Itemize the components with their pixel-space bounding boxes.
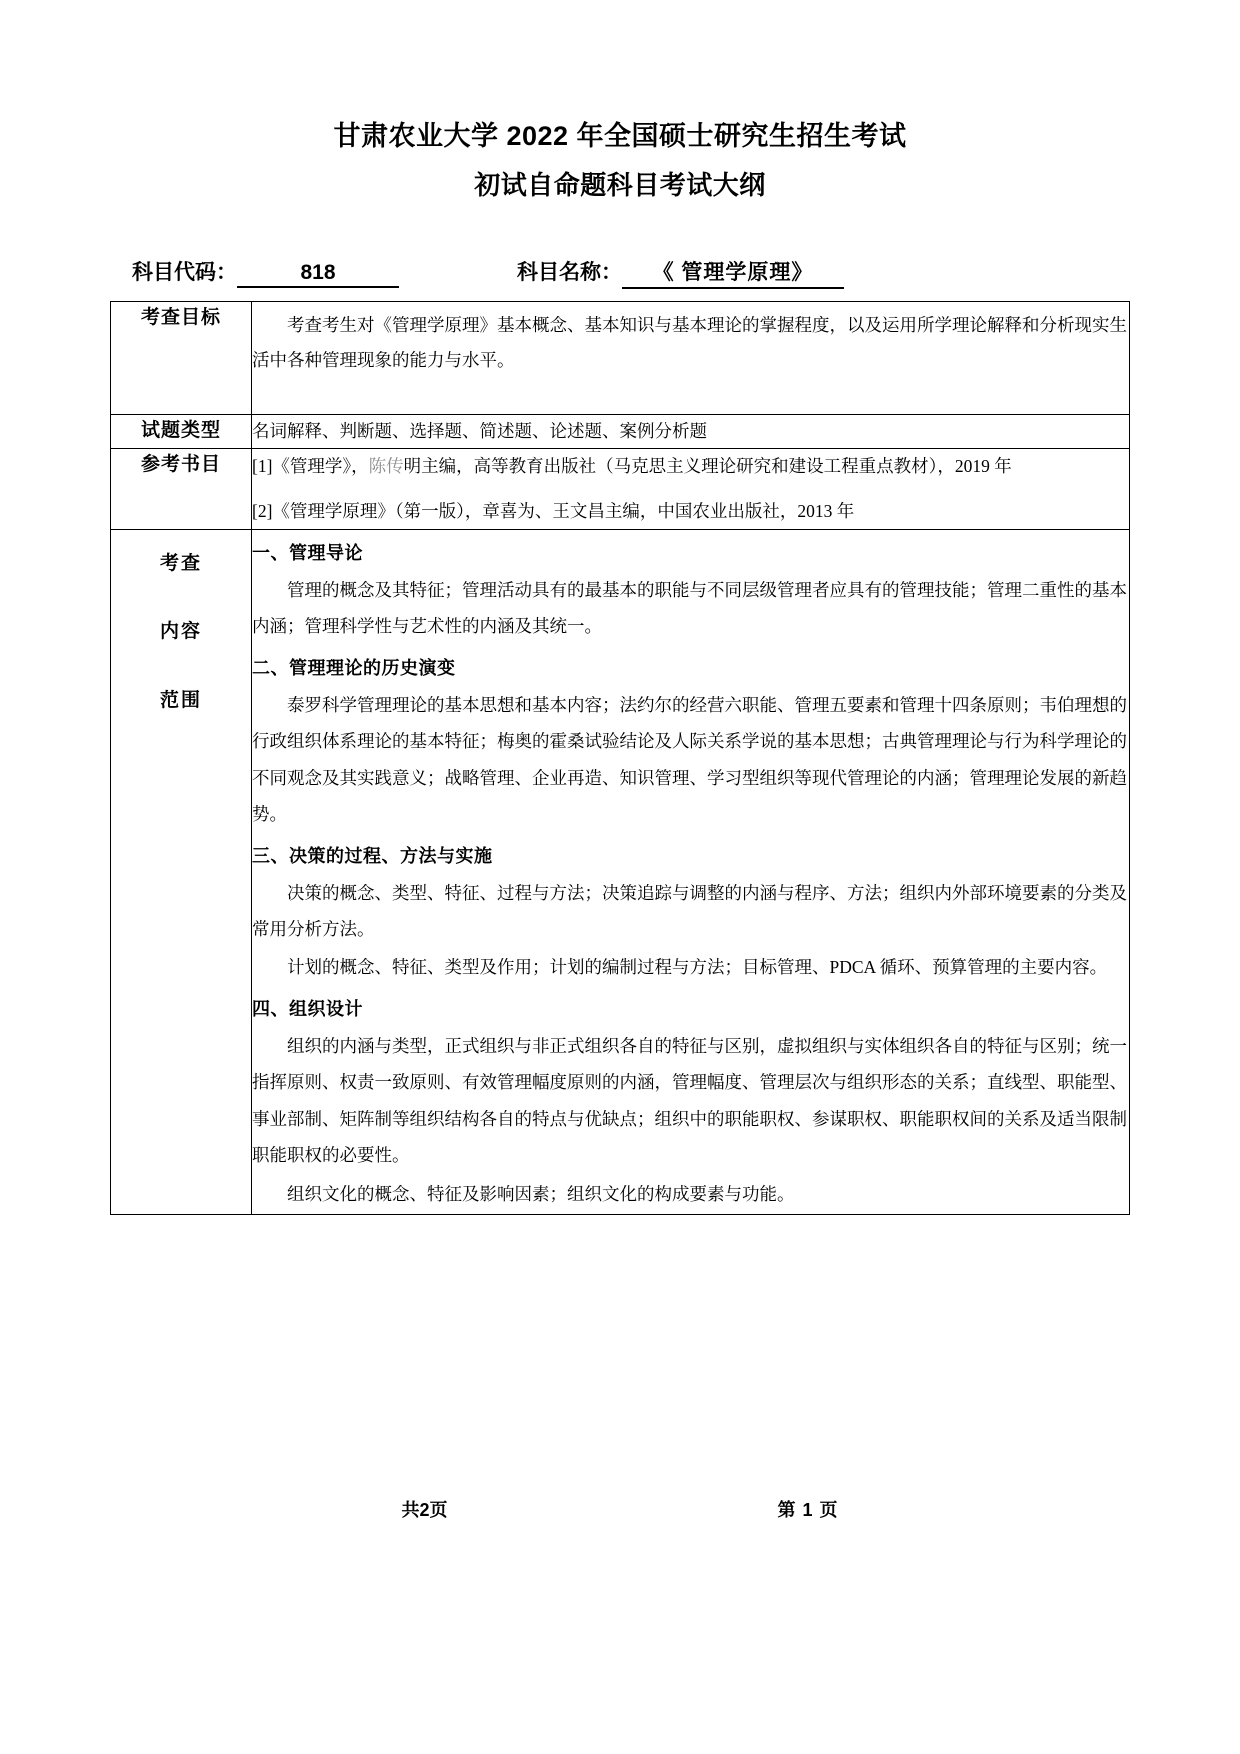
question-types-text: 名词解释、判断题、选择题、简述题、论述题、案例分析题 — [252, 420, 707, 441]
scope-label-line-3: 范围 — [159, 689, 202, 711]
subject-info-line — [110, 256, 1130, 289]
syllabus-table — [110, 301, 1130, 1215]
scope-section-paragraph: 组织的内涵与类型，正式组织与非正式组织各自的特征与区别，虚拟组织与实体组织各自的特征与区别；统一指挥原则、权责一致原则、有效管理幅度原则的内涵，管理幅度、管理层次与组织形态的关系；直线型、职能型、事业部制、矩阵制等组织结构各自的特点与优缺点；组织中的职能职权、参谋职权、职能职权间的关系及适当限制职能职权的必要性。 — [252, 1036, 1127, 1166]
reference-rest: 明主编，高等教育出版社（马克思主义理论研究和建设工程重点教材），2019 年 — [403, 455, 1012, 476]
reference-item — [252, 449, 1129, 484]
scope-label-line-2: 内容 — [159, 621, 202, 643]
row-label-question-types: 试题类型 — [111, 414, 252, 448]
row-label-references: 参考书目 — [111, 448, 252, 529]
footer-page-number: 第 1 页 — [777, 1500, 839, 1520]
scope-section — [252, 839, 1129, 986]
reference-item — [252, 494, 1129, 529]
subject-name-label: 科目名称： — [517, 260, 622, 284]
page-title: 甘肃农业大学 2022 年全国硕士研究生招生考试 — [333, 121, 907, 151]
row-content-question-types — [252, 414, 1130, 448]
scope-section-paragraph: 组织文化的概念、特征及影响因素；组织文化的构成要素与功能。 — [287, 1183, 795, 1204]
scope-section-heading: 三、决策的过程、方法与实施 — [252, 845, 493, 866]
scope-section — [252, 992, 1129, 1212]
scope-label-line-1: 考查 — [159, 552, 202, 574]
table-row-references — [111, 448, 1130, 529]
row-label-scope — [111, 529, 252, 1214]
subject-code-value: 818 — [237, 261, 399, 288]
scope-section-heading: 二、管理理论的历史演变 — [252, 657, 456, 678]
table-row-goal — [111, 301, 1130, 414]
row-label-goal: 考查目标 — [111, 301, 252, 414]
scope-section — [252, 651, 1129, 833]
scope-section-paragraph: 决策的概念、类型、特征、过程与方法；决策追踪与调整的内涵与程序、方法；组织内外部环境要素的分类及常用分析方法。 — [252, 882, 1127, 940]
row-content-scope — [252, 529, 1130, 1214]
subject-name-value: 《 管理学原理》 — [622, 256, 844, 289]
scope-section-heading: 一、管理导论 — [252, 542, 363, 563]
subject-name-group — [517, 256, 844, 289]
row-content-references — [252, 448, 1130, 529]
scope-section-heading: 四、组织设计 — [252, 998, 363, 1019]
goal-text: 考查考生对《管理学原理》基本概念、基本知识与基本理论的掌握程度，以及运用所学理论解释和分析现实生活中各种管理现象的能力与水平。 — [252, 314, 1127, 370]
footer-total-pages: 共2页 — [401, 1500, 448, 1520]
reference-prefix: [1]《管理学》， — [252, 455, 369, 476]
document-header — [110, 118, 1130, 204]
reference-prefix: [2]《管理学原理》（第一版）， — [252, 500, 483, 521]
table-row-scope — [111, 529, 1130, 1214]
scope-section — [252, 536, 1129, 645]
subject-code-group — [132, 256, 399, 288]
table-row-question-types — [111, 414, 1130, 448]
scope-section-paragraph: 泰罗科学管理理论的基本思想和基本内容；法约尔的经营六职能、管理五要素和管理十四条原则；韦伯理想的行政组织体系理论的基本特征；梅奥的霍桑试验结论及人际关系学说的基本思想；古典管理理论与行为科学理论的不同观念及其实践意义；战略管理、企业再造、知识管理、学习型组织等现代管理论的内涵；管理理论发展的新趋势。 — [252, 694, 1127, 825]
reference-author-highlight: 陈传 — [368, 455, 404, 476]
scope-section-paragraph: 管理的概念及其特征；管理活动具有的最基本的职能与不同层级管理者应具有的管理技能；管理二重性的基本内涵；管理科学性与艺术性的内涵及其统一。 — [252, 579, 1127, 637]
scope-section-paragraph: 计划的概念、特征、类型及作用；计划的编制过程与方法；目标管理、PDCA 循环、预算管理的主要内容。 — [287, 957, 1108, 978]
reference-rest: 章喜为、王文昌主编，中国农业出版社，2013 年 — [482, 500, 855, 521]
page-footer — [110, 1496, 1130, 1522]
row-content-goal — [252, 301, 1130, 414]
subject-code-label: 科目代码： — [132, 260, 237, 284]
page-subtitle: 初试自命题科目考试大纲 — [474, 170, 766, 201]
